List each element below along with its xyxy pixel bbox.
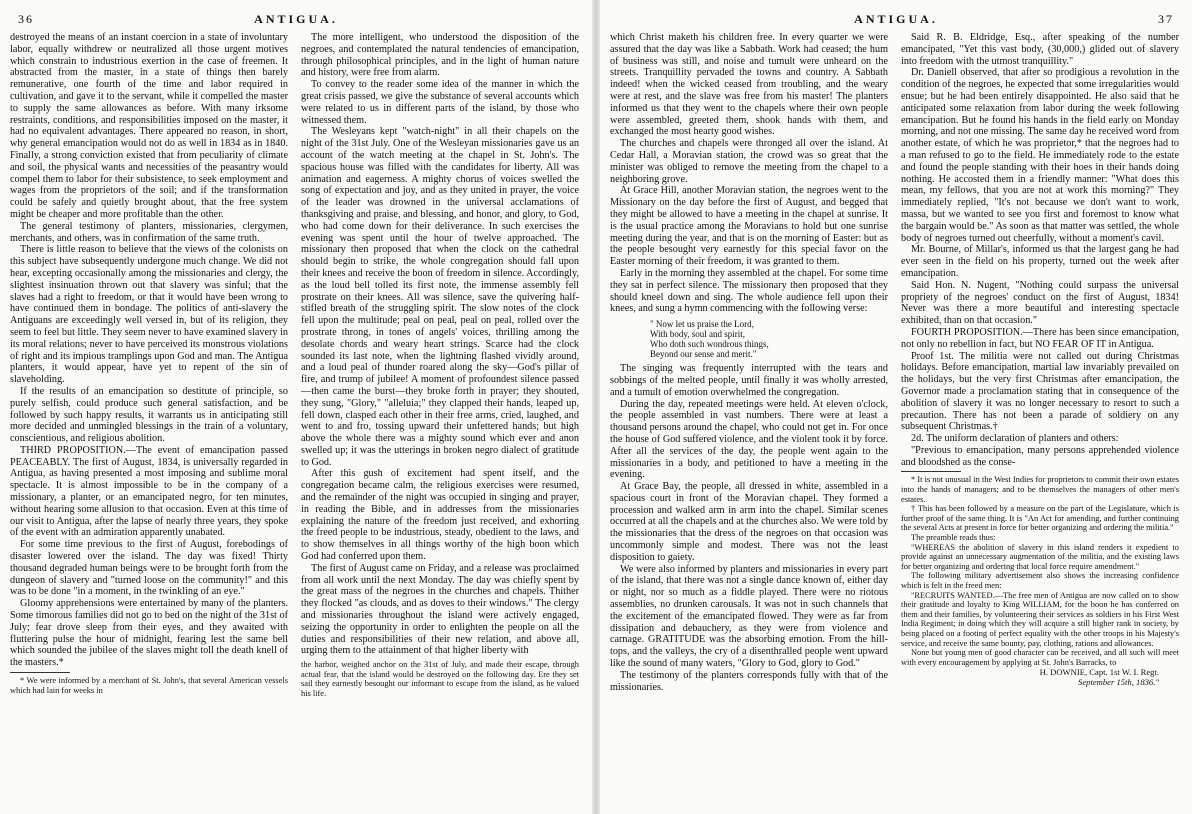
- footnote-text: The preamble reads thus:: [911, 533, 996, 543]
- paragraph: After this gush of excitement had spent itself, and the congregation became calm, the religious exercises were resumed, and the remainder of the night was occupied in singing and prayer, in reading the Bible, and in addresses from the missionaries explaining the nature of the freedom just received, and exhorting the freed people to be industrious, steady, obedient to the laws, and to show themselves in all things worthy of the high boon which God had conferred upon them.: [301, 468, 579, 563]
- paragraph: To convey to the reader some idea of the manner in which the great crisis passed, we give the substance of several accounts which were related to us in different parts of the island, by those who witnessed them.: [301, 79, 579, 126]
- footnote-text: None but young men of good character can be received, and all such will meet with every encouragement by applying at St. John's Barracks, to: [901, 648, 1179, 667]
- left-page: [0, 0, 592, 814]
- paragraph: Said Hon. N. Nugent, "Nothing could surpass the universal propriety of the negroes' conduct on the first of August, 1834! Never was there a more beautiful and interesting spectacle exhibited, than on that occasion.": [901, 279, 1179, 327]
- footnote-rule: [901, 471, 961, 472]
- footnote-text: * It is not unusual in the West Indies for proprietors to commit their own estates into the hands of managers; and to be themselves the managers of other men's estates.: [901, 475, 1179, 504]
- book-gutter: [592, 0, 600, 814]
- paragraph: The Wesleyans kept "watch-night" in all their chapels on the night of the 31st July. One of the Wesleyan missionaries gave us an account of the watch meeting at the chapel in St. John's. The spacious house was filled with the candidates for liberty. All was animation and eagerness. A mighty chorus of voices swelled the song of expectation and joy, and as they united in prayer, the voice of the leader was drowned in the universal acclamations of thanksgiving and praise, and blessing, and honor, and glory, to God, who had come down for their deliverance. In such exercises the evening was spent until the hour of twelve approached. The missionary then proposed that when the clock on the cathedral should begin to strike, the whole congregation should fall upon their knees and receive the boon of freedom in silence. Accordingly, as the loud bell tolled its first note, the immense assembly fell prostrate on their knees. All was silence, save the quivering half-stifled breath of the struggling spirit. The slow notes of the clock fell upon the multitude; peal on peal, peal on peal, rolled over the prostrate throng, in tones of angels' voices, thrilling among the desolate chords and weary heart strings. Scarce had the clock sounded its last note, when the lightning flashed vividly around, and a loud peal of thunder roared along the sky—God's pillar of fire, and trump of jubilee! A moment of profoundest silence passed—then came the burst—they broke forth in prayer; they shouted, they sung, "Glory," "alleluia;" they clapped their hands, leaped up, fell down, clasped each other in their free arms, cried, laughed, and went to and fro, tossing upward their unfettered hands; but high above the whole there was a mighty sound which ever and anon swelled up; it was the utterings in broken negro dialect of gratitude to God.: [301, 126, 579, 468]
- paragraph: Mr. Bourne, of Millar's, informed us that the largest gang he had ever seen in the field on his property, turned out the week after emancipation.: [901, 244, 1179, 279]
- paragraph: Proof 1st. The militia were not called out during Christmas holidays. Before emancipation, martial law invariably prevailed on the holidays, but the very first Christmas after emancipation, the Governor made a proclamation stating that in consequence of the abolition of slavery it was no longer necessary to resort to such a precaution. There has not been a parade of soldiery on any subsequent Christmas.†: [901, 350, 1179, 433]
- signature-name: H. DOWNIE, Capt. 1st W. I. Regt.: [1039, 667, 1159, 678]
- paragraph: FOURTH PROPOSITION.—There has been since emancipation, not only no rebellion in fact, but NO FEAR OF IT in Antigua.: [901, 326, 1179, 350]
- footnote-text: † This has been followed by a measure on the part of the Legislature, which is further proof of the same thing. It is "An Act for amending, and further continuing the several Acts at present in force for better organizing and ordering the militia.": [901, 504, 1179, 533]
- paragraph: The more intelligent, who understood the disposition of the negroes, and contemplated the natural tendencies of emancipation, through philosophical principles, and in the light of human nature and history, were free from alarm.: [301, 32, 579, 79]
- hymn-line: " Now let us praise the Lord,: [650, 319, 754, 330]
- footnote-text: the harbor, weighed anchor on the 31st of July, and made their escape, through actual fear, that the island would be destroyed on the following day. Ere they set sail they earnestly besought our informant to escape from the island, as he valued his life.: [301, 660, 579, 699]
- hymn-verse: [650, 319, 888, 359]
- left-running-head: [18, 12, 574, 28]
- left-column-2: [301, 32, 579, 800]
- footnote: [10, 676, 288, 695]
- paragraph: Said R. B. Eldridge, Esq., after speaking of the number emancipated, "Yet this vast body, (30,000,) glided out of slavery into freedom with the utmost tranquillity.": [901, 32, 1179, 67]
- paragraph: 2d. The uniform declaration of planters and others:: [911, 433, 1119, 445]
- right-page-number: 37: [1158, 12, 1174, 26]
- paragraph: The general testimony of planters, missionaries, clergymen, merchants, and others, was in confirmation of the same truth.: [10, 220, 288, 244]
- footnote-text: "WHEREAS the abolition of slavery in this island renders it expedient to provide against an unnecessary augmentation of the militia, and the existing laws for better organizing and ordering that local force require amendment.": [901, 542, 1179, 571]
- paragraph: If the results of an emancipation so destitute of principle, so purely selfish, could produce such general satisfaction, and be followed by such happy results, it warrants us in anticipating still more decided and unmingled blessings in the train of a voluntary, conscientious, and religious abolition.: [10, 385, 288, 445]
- paragraph: The churches and chapels were thronged all over the island. At Cedar Hall, a Moravian station, the crowd was so great that the minister was obliged to remove the meeting from the chapel to a neighboring grove.: [610, 138, 888, 185]
- paragraph: For some time previous to the first of August, forebodings of disaster lowered over the island. The day was fixed! Thirty thousand degraded human beings were to be brought forth from the dungeon of slavery and "turned loose on the community!" and this was to be done "in a moment, in the twinkling of an eye.": [10, 539, 288, 598]
- paragraph: At Grace Hill, another Moravian station, the negroes went to the Missionary on the day before the first of August, and begged that they might be allowed to have a meeting in the chapel at sunrise. It is the usual practice among the Moravians to hold but one sunrise meeting during the year, and that is on the morning of Easter: but as the people besought very earnestly for this special favor on the Easter morning of their freedom, it was granted to them.: [610, 185, 888, 268]
- right-column-2: [901, 32, 1179, 800]
- signature-date: September 15th, 1836.": [1078, 677, 1159, 688]
- footnote-text: * We were informed by a merchant of St. John's, that several American vessels which had lain for weeks in: [10, 676, 288, 695]
- hymn-line: Who doth such wondrous things,: [650, 339, 769, 350]
- right-column-1: [610, 32, 888, 800]
- paragraph: There is little reason to believe that the views of the colonists on this subject have subsequently undergone much change. We did not hear, excepting occasionally among the missionaries and clergy, the slightest insinuation thrown out that slavery was sinful; that the slaves had a right to freedom, or that it would have been wrong to have continued them in bondage. The politics of anti-slavery the Antiguans are exceedingly well versed in, but of its religion, they seem to feel but little. They seem never to have examined slavery in its moral relations; never to have perceived its monstrous violations of right and its impious tramplings upon God and man. The Antigua planters, it would appear, have yet to repent of the sin of slaveholding.: [10, 244, 288, 386]
- paragraph: THIRD PROPOSITION.—The event of emancipation passed PEACEABLY. The first of August, 1834, is universally regarded in Antigua, as having presented a most imposing and sublime moral spectacle. It is almost impossible to be in the company of a missionary, a planter, or an emancipated negro, for ten minutes, without hearing some allusion to that occasion. Even at this time of our visit to Antigua, after the lapse of nearly three years, they spoke of the event with an admiration apparently unabated.: [10, 444, 288, 539]
- paragraph: which Christ maketh his children free. In every quarter we were assured that the day was like a Sabbath. Work had ceased; the hum of business was still, and noise and tumult were unheard on the streets. Tranquillity pervaded the towns and country. A Sabbath indeed! when the wicked ceased from troubling, and the weary were at rest, and the slave was free from his master! The planters informed us that they went to the chapels where their own people were assembled, greeted them, shook hands with them, and exchanged the most hearty good wishes.: [610, 32, 888, 138]
- paragraph: "Previous to emancipation, many persons apprehended violence and bloodshed as the conse-: [901, 444, 1179, 468]
- footnote-continued: [301, 660, 579, 698]
- paragraph: The first of August came on Friday, and a release was proclaimed from all work until the next Monday. The day was chiefly spent by the great mass of the negroes in the churches and chapels. Thither they flocked "as clouds, and as doves to their windows." The clergy and missionaries throughout the island were actively engaged, seizing the opportunity in order to enlighten the people on all the duties and responsibilities of their new relation, and above all, urging them to the attainment of that higher liberty with: [301, 562, 579, 657]
- paragraph: The singing was frequently interrupted with the tears and sobbings of the melted people, until finally it was wholly arrested, and a tumult of emotion overwhelmed the congregation.: [610, 363, 888, 398]
- paragraph: destroyed the means of an instant coercion in a state of involuntary labor, equally withdrew or neutralized all those urgent motives which constrain to industrious exertion in the case of freemen. It abstracted from the master, in a state of things then barely remunerative, one fourth of the time and labor required in cultivation, and gave it to the servant, while it compelled the master to supply the same allowances as before. With many irksome restraints, conditions, and responsibilities imposed on the master, it had no equivalent advantages. There appeared no reason, in short, why general emancipation would not do as well in 1834 as in 1840. Finally, a strong conviction existed that from peculiarity of climate and soil, the physical wants and necessities of the peasantry would compel them to labor for their subsistence, to seek employment and wages from the proprietors of the soil; and if the transformation could be safely and quietly brought about, that the free system might be cheaper and more profitable than the other.: [10, 32, 288, 220]
- left-running-title: ANTIGUA.: [254, 12, 338, 26]
- right-running-head: [618, 12, 1174, 28]
- paragraph: Gloomy apprehensions were entertained by many of the planters. Some timorous families did not go to bed on the night of the 31st of July; fear drove sleep from their eyes, and they awaited with fluttering pulse the hour of midnight, fearing lest the same bell which sounded the jubilee of the slaves might toll the death knell of the masters.*: [10, 598, 288, 669]
- left-column-1: [10, 32, 288, 800]
- paragraph: At Grace Bay, the people, all dressed in white, assembled in a spacious court in front of the Moravian chapel. They formed a procession and walked arm in arm into the chapel. Similar scenes occurred at all the chapels and at the churches also. We were told by the missionaries that the dress of the negroes on that occasion was uncommonly simple and modest. There was not the least disposition to gaiety.: [610, 481, 888, 563]
- paragraph: During the day, repeated meetings were held. At eleven o'clock, the people assembled in vast numbers. There were at least a thousand persons around the chapel, who could not get in. For once the house of God suffered violence, and the violent took it by force. After all the services of the day, the people went again to the missionaries in a body, and petitioned to have a meeting in the evening.: [610, 398, 888, 481]
- right-running-title: ANTIGUA.: [854, 12, 938, 26]
- hymn-line: Beyond our sense and merit.": [650, 349, 757, 360]
- paragraph: Early in the morning they assembled at the chapel. For some time they sat in perfect silence. The missionary then proposed that they should kneel down and sing. The whole audience fell upon their knees, and sung a hymn commencing with the following verse:: [610, 267, 888, 315]
- paragraph: The testimony of the planters corresponds fully with that of the missionaries.: [610, 669, 888, 693]
- left-page-number: 36: [18, 12, 34, 26]
- footnote-rule: [10, 672, 70, 673]
- footnote-text: "RECRUITS WANTED.—The free men of Antigua are now called on to show their gratitude and loyalty to King WILLIAM, for the boon he has conferred on them and their families, by volunteering their services as soldiers in his First West India Regiment; in doing which they will acquire a still higher rank in society, by being placed on a footing of perfect equality with the other troops in his Majesty's service, and receive the same bounty, pay, clothing, rations and allowances.: [901, 590, 1179, 648]
- footnote-text: The following military advertisement also shows the increasing confidence which is felt in the freed men:: [901, 571, 1179, 591]
- paragraph: Dr. Daniell observed, that after so prodigious a revolution in the condition of the negroes, he expected that some irregularities would ensue; but he had been entirely disappointed. He also said that he anticipated some relaxation from labor during the week following emancipation. But he found his hands in the field early on Monday morning, and not one missing. The same day he received word from another estate, of which he was proprietor,* that the negroes had to a man refused to go to the field. He immediately rode to the estate and found the people standing with their hoes in their hands doing nothing. He accosted them in a friendly manner: "What does this mean, my fellows, that you are not at work this morning?" They immediately replied, "It's not because we don't want to work, massa, but we wanted to see you first and foremost to know what the bargain would be." As soon as that matter was settled, the whole body of negroes turned out cheerfully, without a moment's cavil.: [901, 67, 1179, 244]
- hymn-line: With body, soul and spirit,: [650, 329, 746, 340]
- paragraph: We were also informed by planters and missionaries in every part of the island, that there was not a single dance known of, either day or night, nor so much as a fiddle played. There were no riotous assemblies, no drunken carousals. It was not in such channels that the excitement of the emancipated flowed. They were as far from dissipation and debauchery, as they were from violence and carnage. GRATITUDE was the absorbing emotion. From the hill-tops, and the valleys, the cry of a disenthralled people went upward like the sound of many waters, "Glory to God, glory to God.": [610, 563, 888, 670]
- right-page: [600, 0, 1192, 814]
- footnotes: [901, 475, 1179, 667]
